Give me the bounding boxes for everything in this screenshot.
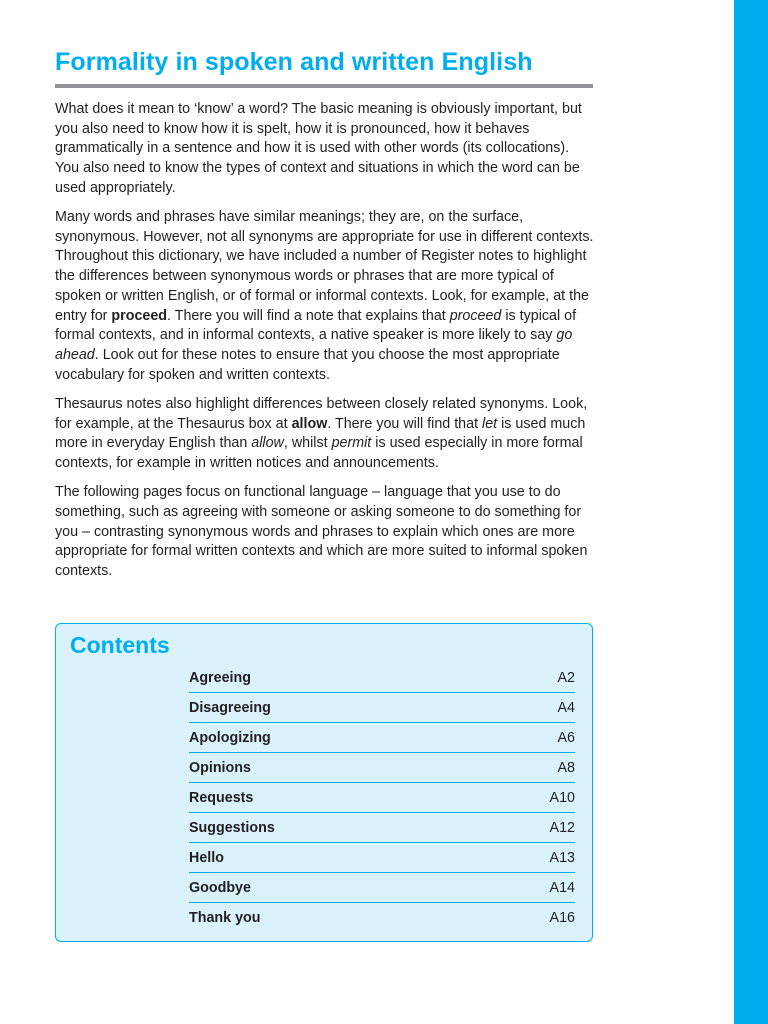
text-run: is used much more in everyday English than	[55, 415, 586, 452]
italic-term: allow	[251, 435, 284, 452]
italic-term: permit	[331, 435, 372, 452]
title-rule	[55, 84, 593, 88]
side-color-bar	[734, 0, 768, 1024]
contents-item-requests[interactable]	[189, 783, 575, 813]
contents-item-disagreeing[interactable]	[189, 693, 575, 723]
contents-item-page: A2	[557, 669, 575, 686]
text-run: What does it mean to ‘know’ a word? The basic meaning is obviously important, but you also need to know how it is spelt, how it is pronounced, how it behaves grammatically in a sentence and how it is used with other words (its collocations). You also need to know the types of context and situations in which the word can be used appropriately.	[55, 101, 582, 196]
contents-item-page: A8	[557, 759, 575, 776]
page-title: Formality in spoken and written English	[55, 48, 533, 76]
paragraph	[55, 208, 595, 385]
contents-item-goodbye[interactable]	[189, 873, 575, 903]
paragraph	[55, 395, 595, 474]
contents-item-page: A13	[549, 849, 575, 866]
contents-item-page: A10	[549, 789, 575, 806]
contents-item-page: A14	[549, 879, 575, 896]
text-run: , whilst	[283, 435, 332, 452]
text-run: . Look out for these notes to ensure that you choose the most appropriate vocabulary for spoken and written contexts.	[55, 346, 560, 383]
contents-item-label: Disagreeing	[189, 699, 271, 716]
italic-term: proceed	[449, 307, 502, 324]
paragraph	[55, 100, 595, 199]
contents-item-label: Apologizing	[189, 729, 271, 746]
contents-item-suggestions[interactable]	[189, 813, 575, 843]
bold-term: proceed	[111, 307, 168, 324]
contents-item-label: Opinions	[189, 759, 251, 776]
body-text	[55, 100, 595, 591]
bold-term: allow	[291, 415, 328, 432]
contents-title: Contents	[70, 632, 170, 658]
text-run: is typical of formal contexts, and in informal contexts, a native speaker is more likely to say	[55, 307, 577, 344]
contents-item-apologizing[interactable]	[189, 723, 575, 753]
paragraph	[55, 483, 595, 582]
contents-item-label: Goodbye	[189, 879, 251, 896]
contents-list	[189, 663, 575, 932]
contents-item-page: A16	[549, 909, 575, 926]
text-run: Many words and phrases have similar meanings; they are, on the surface, synonymous. However, not all synonyms are appropriate for use in different contexts. Throughout this dictionary, we have included a number of Register notes to highlight the differences between synonymous words or phrases that are more typical of spoken or written English, or of formal or informal contexts. Look, for example, at the entry for	[55, 209, 594, 324]
contents-item-label: Suggestions	[189, 819, 275, 836]
contents-item-agreeing[interactable]	[189, 663, 575, 693]
text-run: The following pages focus on functional language – language that you use to do something, such as agreeing with someone or asking someone to do something for you – contrasting synonymous words and phrases to explain which ones are more appropriate for formal written contexts and which are more suited to informal spoken contexts.	[55, 484, 588, 579]
contents-item-hello[interactable]	[189, 843, 575, 873]
text-run: . There you will find that	[327, 415, 483, 432]
contents-item-page: A4	[557, 699, 575, 716]
contents-item-label: Requests	[189, 789, 254, 806]
italic-term: let	[482, 415, 498, 432]
contents-item-opinions[interactable]	[189, 753, 575, 783]
text-run: is used especially in more formal contexts, for example in written notices and announcements.	[55, 435, 583, 471]
text-run: . There you will find a note that explains that	[167, 307, 450, 324]
contents-item-page: A6	[557, 729, 575, 746]
contents-item-label: Agreeing	[189, 669, 251, 686]
contents-item-label: Hello	[189, 849, 224, 866]
contents-item-label: Thank you	[189, 909, 261, 926]
text-run: Thesaurus notes also highlight differences between closely related synonyms. Look, for example, at the Thesaurus box at	[55, 395, 588, 432]
contents-item-thank-you[interactable]	[189, 903, 575, 932]
italic-term: go ahead	[55, 327, 573, 363]
contents-item-page: A12	[549, 819, 575, 836]
contents-box	[55, 623, 593, 942]
